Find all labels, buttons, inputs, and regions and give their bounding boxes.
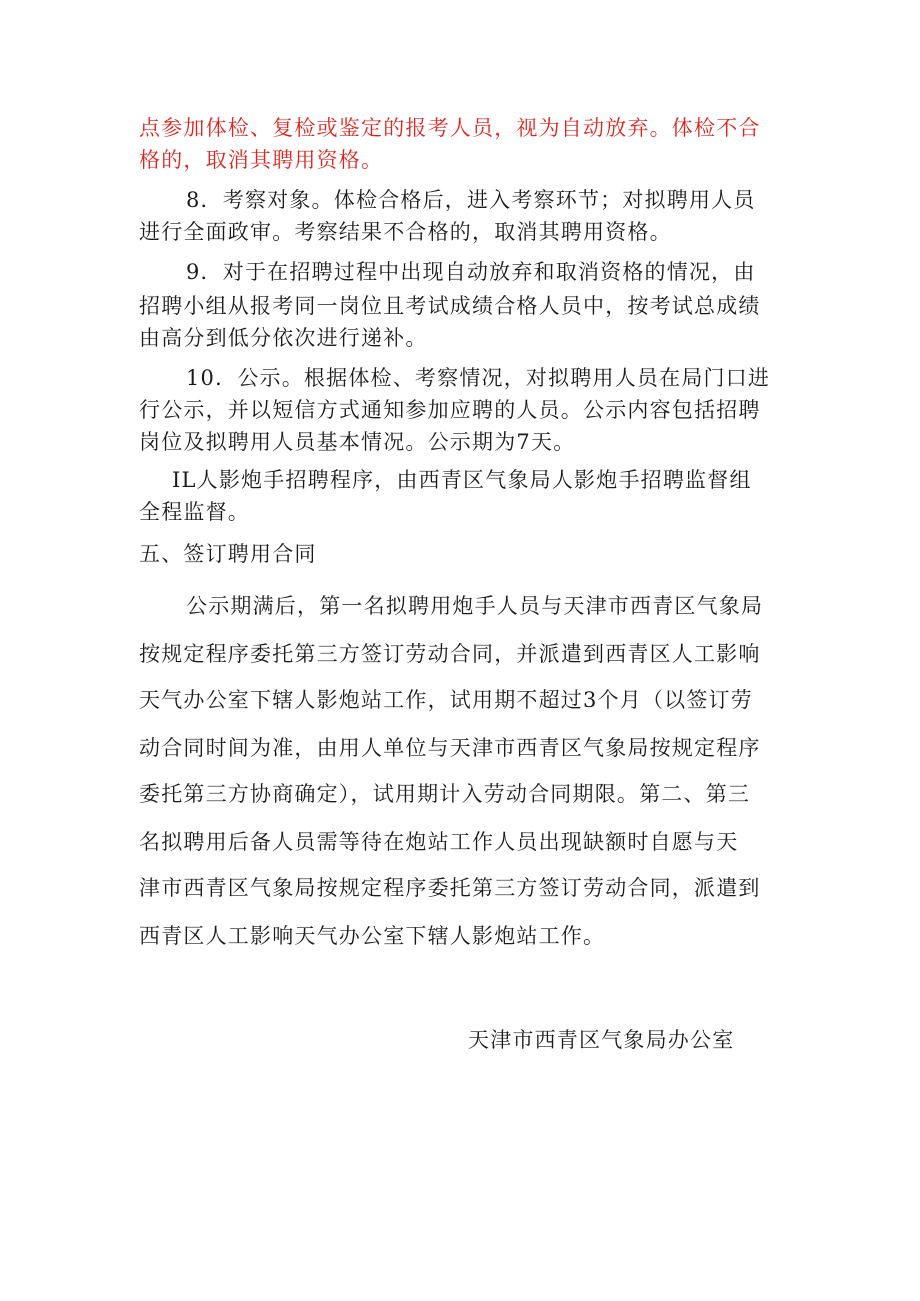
item-9-line-3: 由高分到低分依次进行递补。 xyxy=(139,326,428,350)
section-5-line-4: 动合同时间为准，由用人单位与天津市西青区气象局按规定程序 xyxy=(139,736,761,760)
item-10-line-2: 行公示，并以短信方式通知参加应聘的人员。公示内容包括招聘 xyxy=(139,398,761,422)
item-9-line-1: 9．对于在招聘过程中出现自动放弃和取消资格的情况，由 xyxy=(186,260,756,284)
item-11-line-1: IL人影炮手招聘程序，由西青区气象局人影炮手招聘监督组 xyxy=(172,468,752,492)
item-8-line-2: 进行全面政审。考察结果不合格的，取消其聘用资格。 xyxy=(139,220,672,244)
section-5-line-8: 西青区人工影响天气办公室下辖人影炮站工作。 xyxy=(139,924,606,948)
section-5-line-5: 委托第三方协商确定），试用期计入劳动合同期限。第二、第三 xyxy=(139,782,751,806)
item-8-line-1: 8．考察对象。体检合格后，进入考察环节；对拟聘用人员 xyxy=(186,188,756,212)
red-paragraph-line-1: 点参加体检、复检或鉴定的报考人员，视为自动放弃。体检不合 xyxy=(139,116,761,140)
section-5-line-6: 名拟聘用后备人员需等待在炮站工作人员出现缺额时自愿与天 xyxy=(139,830,739,854)
section-5-heading: 五、签订聘用合同 xyxy=(139,542,317,566)
section-5-line-1: 公示期满后，第一名拟聘用炮手人员与天津市西青区气象局 xyxy=(186,594,764,618)
red-paragraph-line-2: 格的，取消其聘用资格。 xyxy=(139,148,384,172)
section-5-line-3: 天气办公室下辖人影炮站工作，试用期不超过3个月（以签订劳 xyxy=(139,688,753,712)
section-5-line-2: 按规定程序委托第三方签订劳动合同，并派遣到西青区人工影响 xyxy=(139,642,761,666)
item-10-line-3: 岗位及拟聘用人员基本情况。公示期为7天。 xyxy=(139,430,576,454)
signature-office: 天津市西青区气象局办公室 xyxy=(468,1028,735,1052)
item-10-line-1: 10．公示。根据体检、考察情况，对拟聘用人员在局门口进 xyxy=(186,366,771,390)
section-5-line-7: 津市西青区气象局按规定程序委托第三方签订劳动合同，派遣到 xyxy=(139,876,761,900)
item-11-line-2: 全程监督。 xyxy=(139,500,250,524)
item-9-line-2: 招聘小组从报考同一岗位且考试成绩合格人员中，按考试总成绩 xyxy=(139,294,761,318)
